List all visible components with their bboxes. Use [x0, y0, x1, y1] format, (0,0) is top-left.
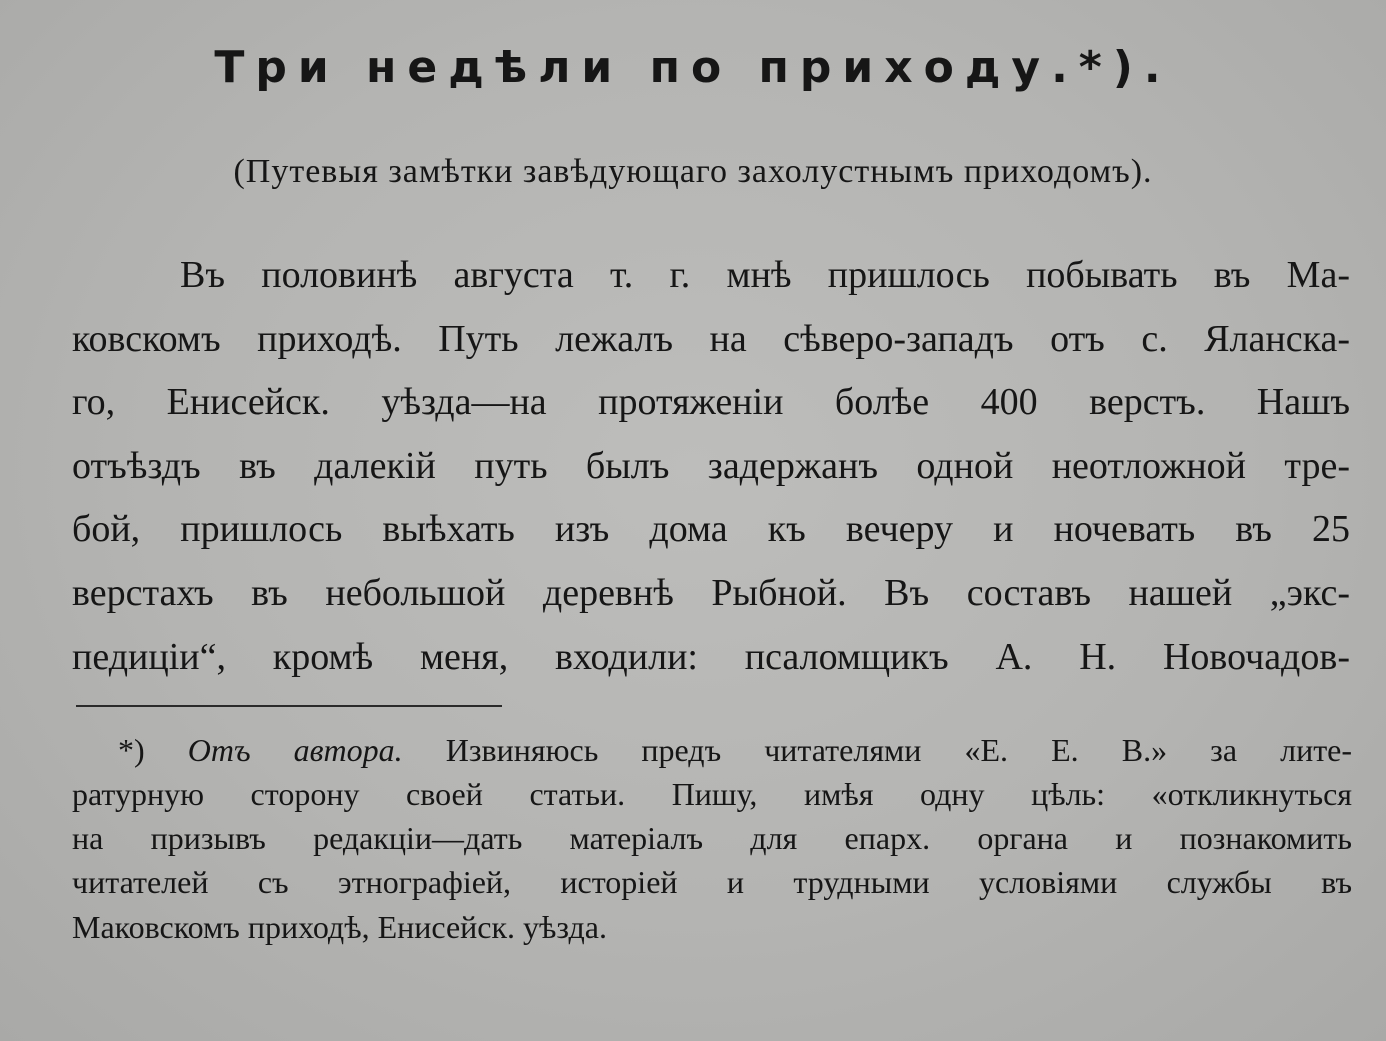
footnote-line: на призывъ редакціи—дать матеріалъ для епарх. органа и познакомить: [72, 820, 1352, 856]
footnote-line: читателей съ этнографіей, исторіей и трудными условіями службы въ: [72, 864, 1352, 900]
body-line: ковскомъ приходѣ. Путь лежалъ на сѣверо-западъ отъ с. Яланска-: [72, 318, 1350, 360]
footnote-first-line: [118, 728, 1352, 772]
footnote-line: ратурную сторону своей статьи. Пишу, имѣя одну цѣль: «откликнуться: [72, 776, 1352, 812]
footnote-line: Маковскомъ приходѣ, Енисейск. уѣзда.: [72, 909, 607, 945]
body-line: верстахъ въ небольшой деревнѣ Рыбной. Въ составъ нашей „экс-: [72, 572, 1350, 614]
article-subtitle: (Путевыя замѣтки завѣдующаго захолустнымъ приходомъ).: [233, 153, 1153, 190]
footnote-text: Извиняюсь предъ читателями «Е. Е. В.» за лите-: [445, 732, 1353, 768]
body-line: го, Енисейск. уѣзда—на протяженіи болѣе 400 верстъ. Нашъ: [72, 381, 1350, 423]
body-line: бой, пришлось выѣхать изъ дома къ вечеру и ночевать въ 25: [72, 508, 1350, 550]
footnote-divider: [76, 705, 502, 707]
body-line: педиціи“, кромѣ меня, входили: псаломщикъ А. Н. Новочадов-: [72, 636, 1350, 678]
article-title: Три недѣли по приходу.*).: [214, 42, 1172, 93]
body-line: отъѣздъ въ далекій путь былъ задержанъ одной неотложной тре-: [72, 445, 1350, 487]
footnote-marker: *): [118, 732, 145, 768]
footnote-author-note: Отъ автора.: [187, 732, 403, 768]
body-line: Въ половинѣ августа т. г. мнѣ пришлось побывать въ Ма-: [180, 254, 1350, 296]
